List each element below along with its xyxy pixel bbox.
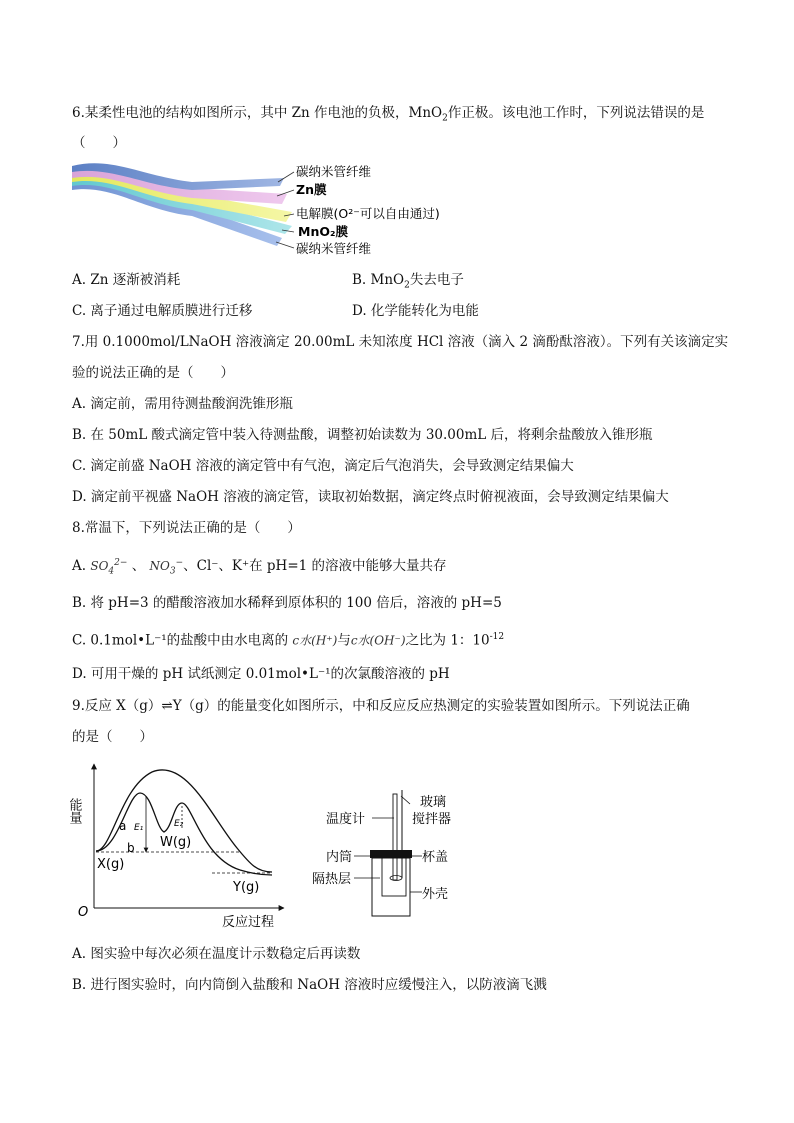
glass-label-1: 玻璃 xyxy=(420,795,447,810)
label-top-cnt: 碳纳米管纤维 xyxy=(296,164,372,179)
lid xyxy=(370,850,412,858)
lid-label: 杯盖 xyxy=(422,850,449,865)
q9-option-b: B. 进行图实验时，向内筒倒入盐酸和 NaOH 溶液时应缓慢注入，以防液滴飞溅 xyxy=(72,977,547,993)
q9-option-a: A. 图实验中每次必须在温度计示数稳定后再读数 xyxy=(72,946,361,962)
outer-shell xyxy=(372,858,410,916)
x-label: X(g) xyxy=(97,857,125,872)
label-zn: Zn膜 xyxy=(296,182,327,197)
glass-label-2: 搅拌器 xyxy=(412,812,452,827)
q8-option-a: A. $SO_4^{2-}$ 、 $NO_3^-$、Cl⁻、K⁺在 pH=1 的溶液中能够大量共存 xyxy=(72,558,447,577)
q6-paren: （ ） xyxy=(72,135,126,151)
energy-diagram xyxy=(66,758,292,930)
q8-stem: 8.常温下，下列说法正确的是（ ） xyxy=(72,520,301,536)
inner-cylinder-label: 内筒 xyxy=(326,850,353,865)
insulation-label: 隔热层 xyxy=(312,872,352,887)
q6-option-a: A. Zn 逐渐被消耗 xyxy=(72,272,181,288)
q6-option-b: B. MnO$_2$失去电子 xyxy=(352,272,464,291)
q6-stem: 6.某柔性电池的结构如图所示，其中 Zn 作电池的负极，MnO$_2$作正极。该电池工作时，下列说法错误的是 xyxy=(72,105,705,124)
q7-stem-line1: 7.用 0.1000mol/LNaOH 溶液滴定 20.00mL 未知浓度 HCl 溶液（滴入 2 滴酚酞溶液）。下列有关该滴定实 xyxy=(72,334,729,350)
shell-label: 外壳 xyxy=(422,887,449,902)
q6-option-c: C. 离子通过电解质膜进行迁移 xyxy=(72,303,253,319)
q7-stem-line2: 验的说法正确的是（ ） xyxy=(72,365,234,381)
q8-option-c: C. 0.1mol•L⁻¹的盐酸中由水电离的 c水(H⁺)与c水(OH⁻)之比为 1：$10^{-12}$ xyxy=(72,632,505,649)
w-label: W(g) xyxy=(160,835,192,850)
label-electrolyte: 电解膜(O²⁻可以自由通过) xyxy=(296,206,440,221)
y-label: Y(g) xyxy=(233,880,260,895)
label-bottom-cnt: 碳纳米管纤维 xyxy=(296,241,372,256)
q7-option-a: A. 滴定前，需用待测盐酸润洗锥形瓶 xyxy=(72,396,293,412)
e2-label: E₂ xyxy=(174,819,184,829)
thermometer xyxy=(393,794,397,880)
origin-label: O xyxy=(78,905,89,920)
q9-stem-line2: 的是（ ） xyxy=(72,729,153,745)
label-mno2: MnO₂膜 xyxy=(298,224,348,239)
battery-structure-figure xyxy=(72,160,472,260)
y-axis-label: 能量 xyxy=(66,798,82,824)
calorimeter-apparatus xyxy=(312,786,476,920)
e1-label: E₁ xyxy=(134,823,144,833)
q8-option-b: B. 将 pH=3 的醋酸溶液加水稀释到原体积的 100 倍后，溶液的 pH=5 xyxy=(72,595,502,611)
q7-option-c: C. 滴定前盛 NaOH 溶液的滴定管中有气泡，滴定后气泡消失，会导致测定结果偏大 xyxy=(72,458,574,474)
x-axis-label: 反应过程 xyxy=(222,915,275,930)
q6-option-d: D. 化学能转化为电能 xyxy=(352,303,479,319)
q7-option-d: D. 滴定前平视盛 NaOH 溶液的滴定管，读取初始数据，滴定终点时俯视液面，会导致测定结果偏大 xyxy=(72,489,669,505)
q9-stem-line1: 9.反应 X（g）⇌Y（g）的能量变化如图所示，中和反应反应热测定的实验装置如图所示。下列说法正确 xyxy=(72,698,690,714)
thermometer-label: 温度计 xyxy=(326,812,366,827)
curve-b-label: b xyxy=(127,841,135,855)
curve-a-label: a xyxy=(119,819,127,833)
q7-option-b: B. 在 50mL 酸式滴定管中装入待测盐酸，调整初始读数为 30.00mL 后，将剩余盐酸放入锥形瓶 xyxy=(72,427,653,443)
q8-option-d: D. 可用干燥的 pH 试纸测定 0.01mol•L⁻¹的次氯酸溶液的 pH xyxy=(72,666,450,682)
